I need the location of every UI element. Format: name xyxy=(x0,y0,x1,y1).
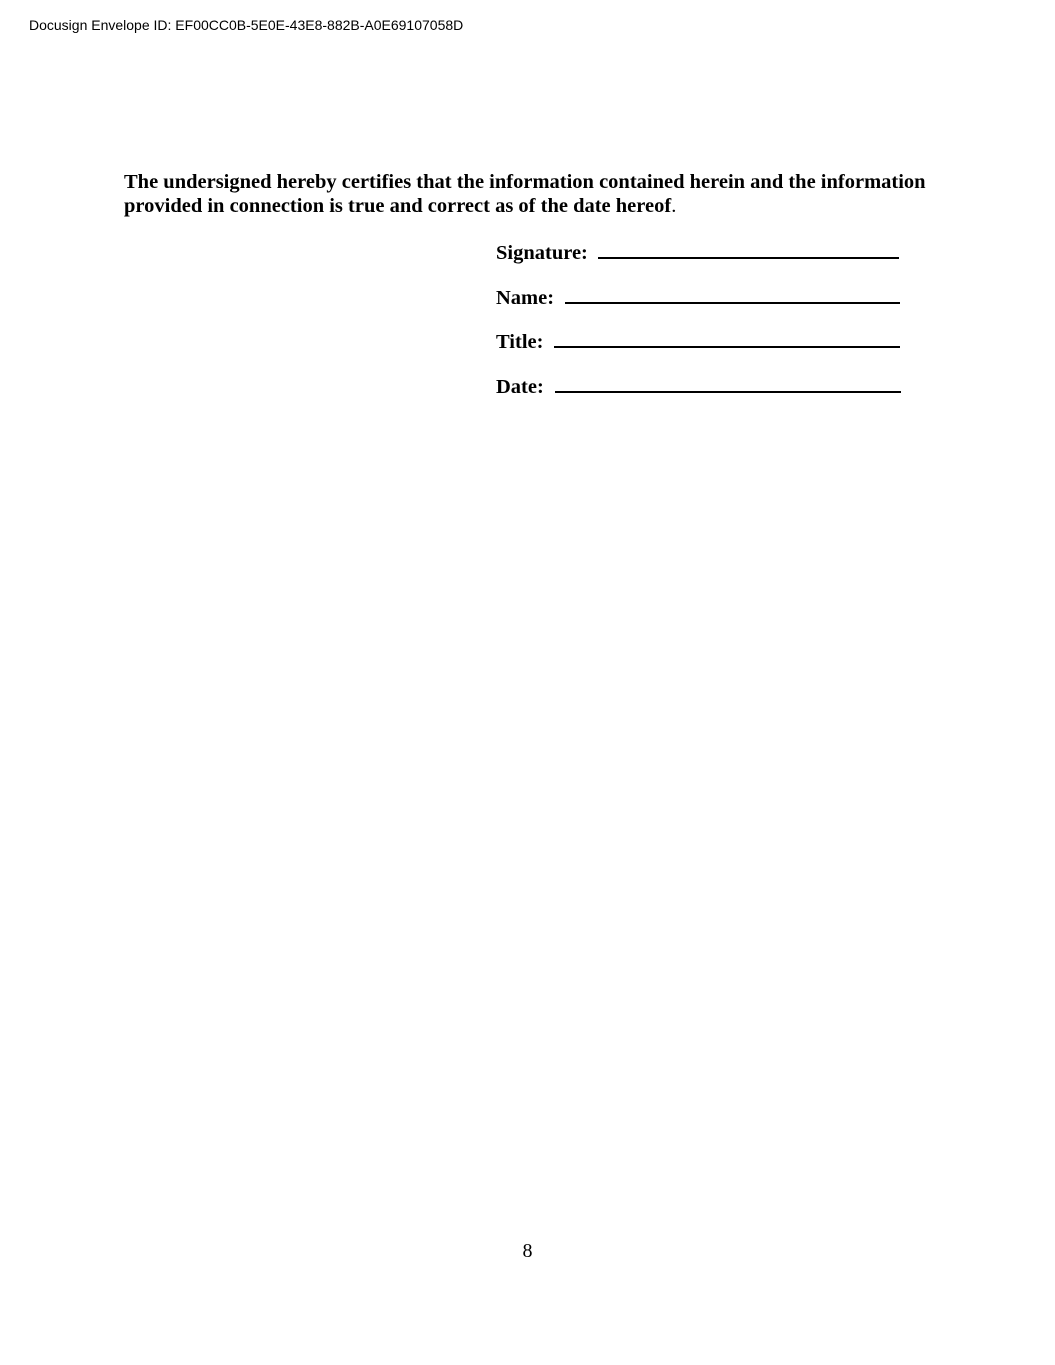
title-line[interactable] xyxy=(554,326,900,348)
certification-period: . xyxy=(671,195,677,217)
certification-text: The undersigned hereby certifies that the information contained herein and the information provided in connection is true and correct as of the date hereof xyxy=(124,171,926,217)
date-line[interactable] xyxy=(555,371,901,393)
title-label: Title: xyxy=(496,331,544,353)
date-field[interactable] xyxy=(496,371,901,399)
name-field[interactable] xyxy=(496,282,900,310)
signature-field[interactable] xyxy=(496,237,899,265)
signature-label: Signature: xyxy=(496,242,588,264)
page-number: 8 xyxy=(522,1240,533,1262)
signature-line[interactable] xyxy=(598,237,899,259)
certification-statement xyxy=(124,170,944,218)
date-label: Date: xyxy=(496,376,544,398)
title-field[interactable] xyxy=(496,326,900,354)
envelope-id: Docusign Envelope ID: EF00CC0B-5E0E-43E8-882B-A0E69107058D xyxy=(29,17,464,33)
name-label: Name: xyxy=(496,287,555,309)
name-line[interactable] xyxy=(565,282,900,304)
